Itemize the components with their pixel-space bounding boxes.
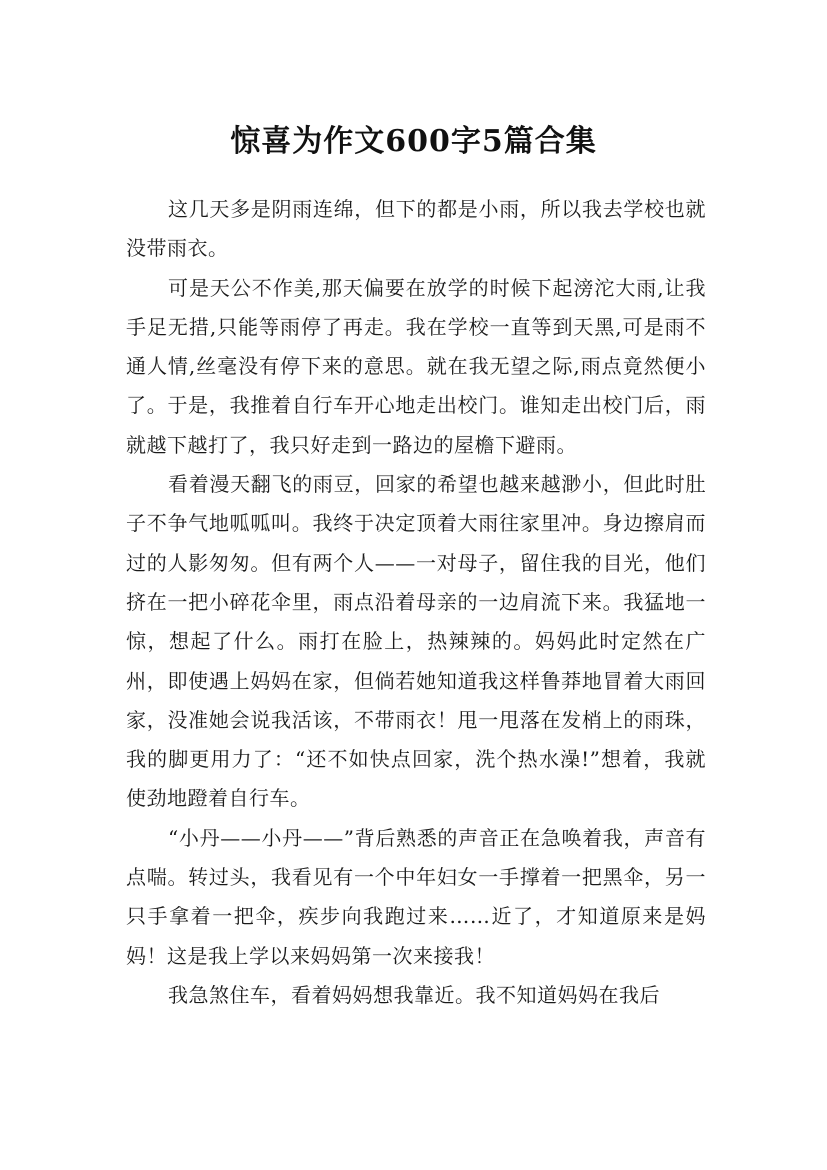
paragraph-5: 我急煞住车，看着妈妈想我靠近。我不知道妈妈在我后	[168, 982, 660, 1007]
document-body	[126, 190, 706, 1015]
paragraph-1: 这几天多是阴雨连绵，但下的都是小雨，所以我去学校也就没带雨衣。	[126, 197, 706, 261]
document-title: 惊喜为作文600字5篇合集	[230, 124, 597, 160]
paragraph-4: “小丹——小丹——”背后熟悉的声音正在急唤着我，声音有点喘。转过头，我看见有一个中年妇女一手撑着一把黑伞，另一只手拿着一把伞，疾步向我跑过来……近了，才知道原来是妈妈！这是我上学以来妈妈第一次来接我！	[126, 825, 706, 968]
paragraph-3: 看着漫天翻飞的雨豆，回家的希望也越来越渺小，但此时肚子不争气地呱呱叫。我终于决定顶着大雨往家里冲。身边擦肩而过的人影匆匆。但有两个人——一对母子，留住我的目光，他们挤在一把小碎花伞里，雨点沿着母亲的一边肩流下来。我猛地一惊，想起了什么。雨打在脸上，热辣辣的。妈妈此时定然在广州，即使遇上妈妈在家，但倘若她知道我这样鲁莽地冒着大雨回家，没准她会说我活该，不带雨衣！甩一甩落在发梢上的雨珠，我的脚更用力了：“还不如快点回家，洗个热水澡!”想着，我就使劲地蹬着自行车。	[126, 472, 706, 811]
paragraph-2: 可是天公不作美,那天偏要在放学的时候下起滂沱大雨,让我手足无措,只能等雨停了再走。我在学校一直等到天黑,可是雨不通人情,丝毫没有停下来的意思。就在我无望之际,雨点竟然便小了。于是，我推着自行车开心地走出校门。谁知走出校门后，雨就越下越打了，我只好走到一路边的屋檐下避雨。	[126, 275, 706, 457]
